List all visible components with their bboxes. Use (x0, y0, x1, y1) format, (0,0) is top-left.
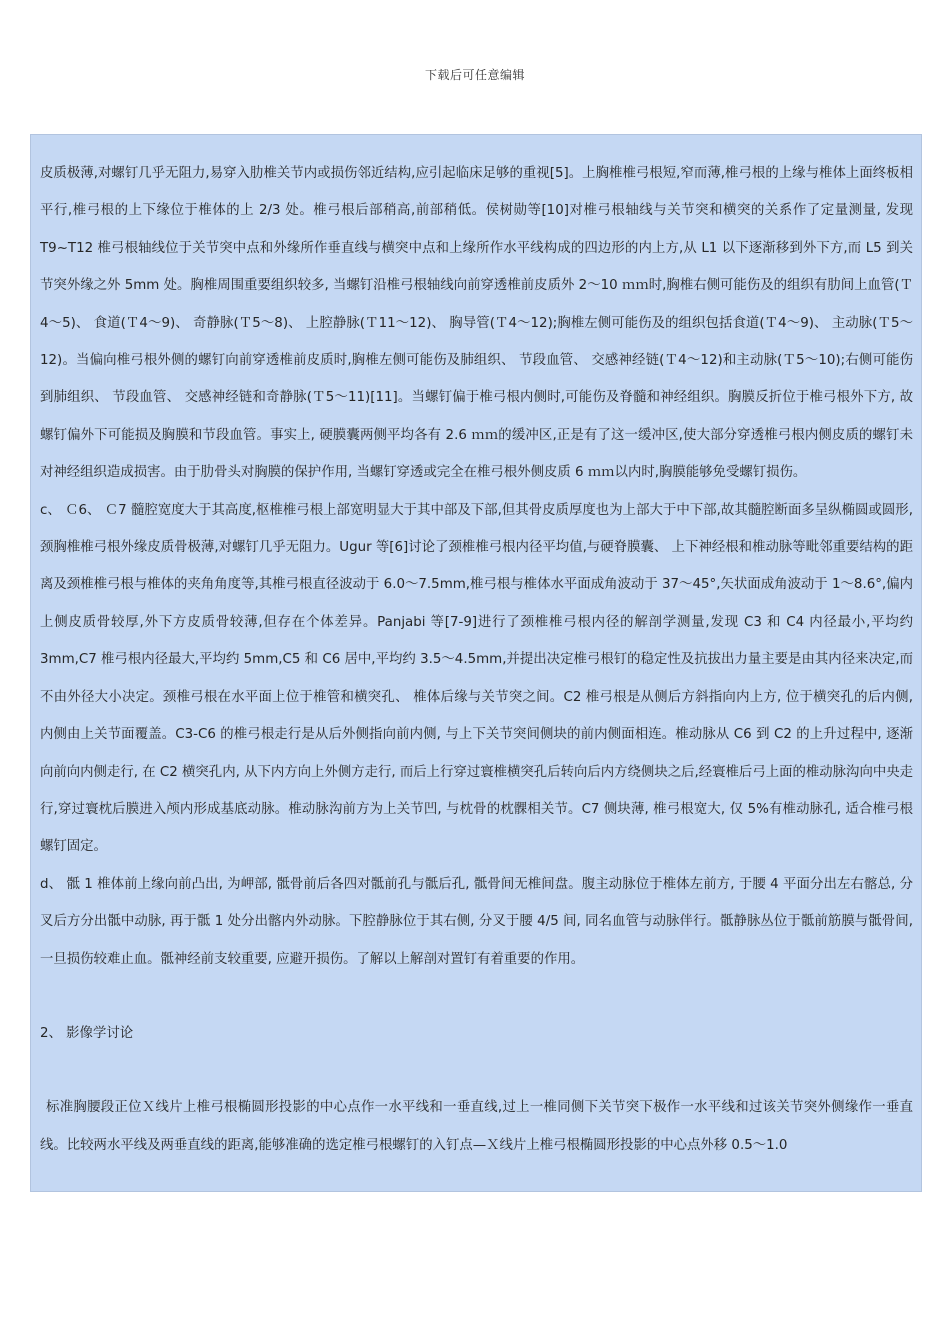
paragraph-cervical-pedicle: c、 Ｃ6、 Ｃ7 髓腔宽度大于其高度,枢椎椎弓根上部宽明显大于其中部及下部,但其骨皮质厚度也为上部大于中下部,故其髓腔断面多呈纵椭圆或圆形,颈胸椎椎弓根外缘皮质骨极薄,对螺钉几乎无阻力。Ugur 等[6]讨论了颈椎椎弓根内径平均值,与硬脊膜囊、 上下神经根和椎动脉等毗邻重要结构的距离及颈椎椎弓根与椎体的夹角角度等,其椎弓根直径波动于 6.0～7.5mm,椎弓根与椎体水平面成角波动于 37～45°,矢状面成角波动于 1～8.6°,偏内上侧皮质骨较厚,外下方皮质骨较薄,但存在个体差异。Panjabi 等[7-9]进行了颈椎椎弓根内径的解剖学测量,发现 C3 和 C4 内径最小,平均约 3mm,C7 椎弓根内径最大,平均约 5mm,C5 和 C6 居中,平均约 3.5～4.5mm,并提出决定椎弓根钉的稳定性及抗拔出力量主要是由其内径来决定,而不由外径大小决定。颈椎弓根在水平面上位于椎管和横突孔、 椎体后缘与关节突之间。C2 椎弓根是从侧后方斜指向内上方, 位于横突孔的后内侧, 内侧由上关节面覆盖。C3-C6 的椎弓根走行是从后外侧指向前内侧, 与上下关节突间侧块的前内侧面相连。椎动脉从 C6 到 C2 的上升过程中, 逐渐向前向内侧走行, 在 C2 横突孔内, 从下内方向上外侧方走行, 而后上行穿过寰椎横突孔后转向后内方绕侧块之后,经寰椎后弓上面的椎动脉沟向中央走行,穿过寰枕后膜进入颅内形成基底动脉。椎动脉沟前方为上关节凹, 与枕骨的枕髁相关节。C7 侧块薄, 椎弓根宽大, 仅 5%有椎动脉孔, 适合椎弓根螺钉固定。 (40, 502, 914, 855)
paragraph-thoracic-pedicle: 皮质极薄,对螺钉几乎无阻力,易穿入肋椎关节内或损伤邻近结构,应引起临床足够的重视[5]。上胸椎椎弓根短,窄而薄,椎弓根的上缘与椎体上面终板相平行,椎弓根的上下缘位于椎体的上 2/3 处。椎弓根后部稍高,前部稍低。侯树勋等[10]对椎弓根轴线与关节突和横突的关系作了定量测量, 发现 T9~T12 椎弓根轴线位于关节突中点和外缘所作垂直线与横突中点和上缘所作水平线构成的四边形的内上方,从 L1 以下逐渐移到外下方,而 L5 到关节突外缘之外 5mm 处。胸椎周围重要组织较多, 当螺钉沿椎弓根轴线向前穿透椎前皮质外 2～10 ｍｍ时,胸椎右侧可能伤及的组织有肋间上血管(Ｔ4～5)、 食道(Ｔ4～9)、 奇静脉(Ｔ5～8)、 上腔静脉(Ｔ11～12)、 胸导管(Ｔ4～12);胸椎左侧可能伤及的组织包括食道(Ｔ4～9)、 主动脉(Ｔ5～12)。当偏向椎弓根外侧的螺钉向前穿透椎前皮质时,胸椎左侧可能伤及肺组织、 节段血管、 交感神经链(Ｔ4～12)和主动脉(Ｔ5～10);右侧可能伤到肺组织、 节段血管、 交感神经链和奇静脉(Ｔ5～11)[11]。当螺钉偏于椎弓根内侧时,可能伤及脊髓和神经组织。胸膜反折位于椎弓根外下方, 故螺钉偏外下可能损及胸膜和节段血管。事实上, 硬膜囊两侧平均各有 2.6 ｍｍ的缓冲区,正是有了这一缓冲区,使大部分穿透椎弓根内侧皮质的螺钉未对神经组织造成损害。由于肋骨头对胸膜的保护作用, 当螺钉穿透或完全在椎弓根外侧皮质 6 ｍｍ以内时,胸膜能够免受螺钉损伤。 (40, 166, 913, 481)
paragraph-imaging: 标准胸腰段正位Ｘ线片上椎弓根椭圆形投影的中心点作一水平线和一垂直线,过上一椎同侧下关节突下极作一水平线和过该关节突外侧缘作一垂直线。比较两水平线及两垂直线的距离,能够准确的选定椎弓根螺钉的入钉点—Ｘ线片上椎弓根椭圆形投影的中心点外移 0.5～1.0 (40, 1100, 913, 1153)
content-box (30, 134, 922, 1192)
section-title-imaging: 2、 影像学讨论 (40, 1025, 134, 1041)
page-header: 下载后可任意编辑 (424, 68, 525, 82)
content-text (31, 135, 921, 1164)
paragraph-sacral-anatomy: d、 骶 1 椎体前上缘向前凸出, 为岬部, 骶骨前后各四对骶前孔与骶后孔, 骶骨间无椎间盘。腹主动脉位于椎体左前方, 于腰 4 平面分出左右髂总, 分叉后方分出骶中动脉, 再于骶 1 处分出髂内外动脉。下腔静脉位于其右侧, 分叉于腰 4/5 间, 同名血管与动脉伴行。骶静脉丛位于骶前筋膜与骶骨间, 一旦损伤较难止血。骶神经前支较重要, 应避开损伤。了解以上解剖对置钉有着重要的作用。 (40, 876, 913, 967)
